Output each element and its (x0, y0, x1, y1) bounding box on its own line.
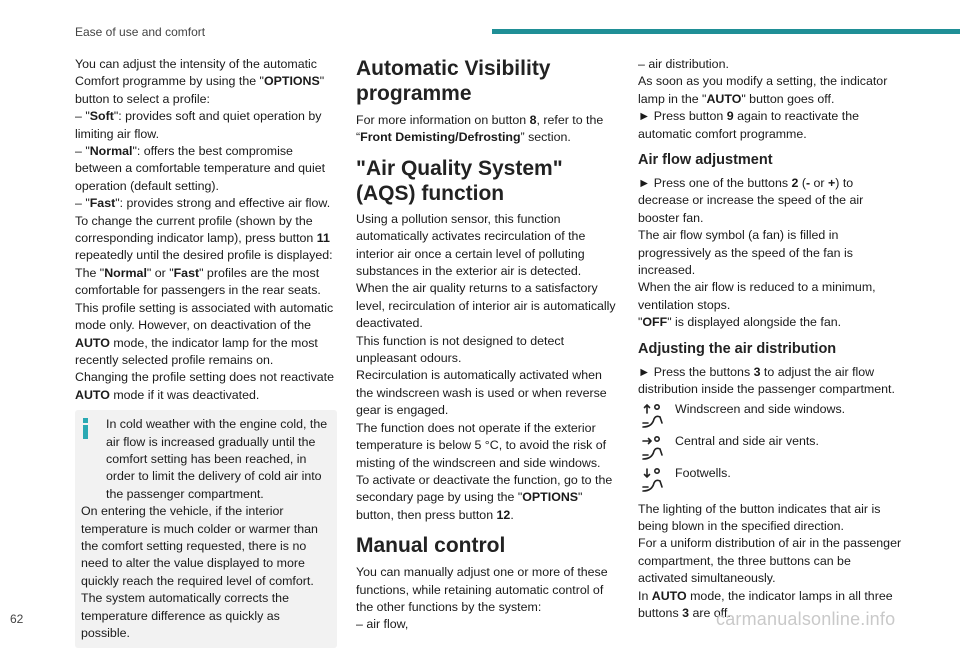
info-icon (83, 418, 88, 438)
paragraph: Using a pollution sensor, this function automatically activates recirculation of the interior air once a certain level of polluting substances in the exterior air is detected. (356, 211, 586, 279)
heading-aqs: "Air Quality System" (AQS) function (356, 156, 563, 205)
distribution-item-windscreen (638, 401, 903, 431)
paragraph: – air flow, (356, 617, 409, 632)
paragraph: Changing the profile setting does not reactivate AUTO mode if it was deactivated. (75, 370, 334, 402)
paragraph: To activate or deactivate the function, go to the secondary page by using the "OPTIONS" button, then press button 12. (356, 472, 613, 522)
heading-air-distribution: Adjusting the air distribution (638, 340, 837, 357)
paragraph: To change the current profile (shown by the corresponding indicator lamp), press button 11 repeatedly until the desired profile is displayed: (75, 213, 333, 263)
paragraph: You can manually adjust one or more of these functions, while retaining automatic control of the other functions by the system: (356, 565, 608, 614)
paragraph: In AUTO mode, the indicator lamps in all three buttons 3 are off. (638, 588, 893, 620)
paragraph: ► Press the buttons 3 to adjust the air flow distribution inside the passenger compartment. (638, 364, 895, 397)
paragraph: ► Press one of the buttons 2 (- or +) to decrease or increase the speed of the air booster fan. (638, 176, 864, 225)
windscreen-vent-icon (638, 401, 668, 431)
paragraph: The function does not operate if the exterior temperature is below 5 °C, to avoid the risk of misting of the windscreen and side windows. (356, 420, 607, 470)
column-2 (356, 56, 620, 634)
paragraph: – "Soft": provides soft and quiet operation by limiting air flow. (75, 109, 322, 141)
paragraph: – air distribution. (638, 57, 729, 71)
column-3 (638, 56, 903, 622)
heading-visibility: Automatic Visibility programme (356, 57, 551, 105)
paragraph: "OFF" is displayed alongside the fan. (638, 315, 842, 330)
note-paragraph: The system automatically corrects the temperature difference as quickly as possible. (81, 591, 289, 640)
paragraph: The air flow symbol (a fan) is filled in progressively as the speed of the fan is increased. (638, 228, 853, 278)
watermark: carmanualsonline.info (716, 609, 896, 629)
paragraph: – "Fast": provides strong and effective air flow. (75, 196, 331, 211)
paragraph: For a uniform distribution of air in the passenger compartment, the three buttons can be activated simultaneously. (638, 536, 902, 586)
distribution-label: Footwells. (675, 465, 731, 480)
column-1 (75, 56, 337, 648)
distribution-label: Central and side air vents. (675, 433, 819, 448)
paragraph: When the air quality returns to a satisfactory level, recirculation of interior air is automatically deactivated. (356, 281, 616, 331)
distribution-item-central (638, 433, 903, 463)
footwell-vent-icon (638, 465, 668, 495)
paragraph: This function is not designed to detect unpleasant odours. (356, 333, 565, 366)
heading-air-flow: Air flow adjustment (638, 152, 773, 169)
info-note (75, 410, 337, 648)
paragraph: ► Press button 9 again to reactivate the automatic comfort programme. (638, 109, 859, 141)
running-header: Ease of use and comfort (75, 25, 206, 39)
note-paragraph: In cold weather with the engine cold, the air flow is increased gradually until the comfort setting has been reached, in order to limit the delivery of cold air into the passenger compartment. (106, 417, 328, 501)
paragraph: As soon as you modify a setting, the indicator lamp in the "AUTO" button goes off. (638, 74, 888, 106)
heading-manual-control: Manual control (356, 534, 506, 558)
paragraph: When the air flow is reduced to a minimum, ventilation stops. (638, 280, 876, 312)
distribution-item-footwells (638, 465, 903, 495)
paragraph: – "Normal": offers the best compromise between a comfortable temperature and quiet operation (default setting). (75, 144, 326, 193)
central-vent-icon (638, 433, 668, 463)
page-number: 62 (10, 612, 24, 626)
distribution-label: Windscreen and side windows. (675, 401, 846, 416)
note-paragraph: On entering the vehicle, if the interior temperature is much colder or warmer than the comfort setting requested, there is no need to alter the value displayed to more quickly reach the required level of comfort. (81, 504, 318, 588)
header-accent-bar (492, 29, 960, 34)
paragraph: Recirculation is automatically activated when the windscreen wash is used or when reverse gear is engaged. (356, 368, 607, 418)
paragraph: The lighting of the button indicates that air is being blown in the specified direction. (638, 501, 881, 533)
paragraph: You can adjust the intensity of the automatic Comfort programme by using the "OPTIONS" button to select a profile: (75, 57, 325, 106)
paragraph: The "Normal" or "Fast" profiles are the most comfortable for passengers in the rear seats. (75, 265, 321, 298)
paragraph: For more information on button 8, refer to the “Front Demisting/Defrosting” section. (356, 113, 604, 145)
paragraph: This profile setting is associated with automatic mode only. However, on deactivation of the AUTO mode, the indicator lamp for the most recently selected profile remains on. (75, 300, 334, 367)
